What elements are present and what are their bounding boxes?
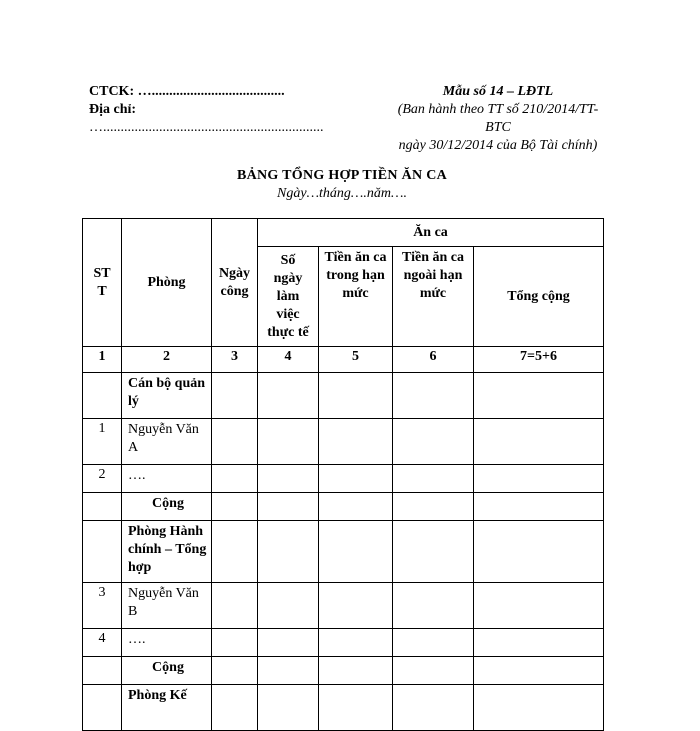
row-stt [83, 657, 122, 685]
empty-cell [258, 521, 319, 583]
col-number: 1 [83, 347, 122, 373]
empty-cell [212, 521, 258, 583]
empty-cell [393, 685, 474, 731]
empty-cell [212, 685, 258, 731]
empty-cell [212, 493, 258, 521]
empty-cell [212, 657, 258, 685]
empty-cell [393, 493, 474, 521]
table-row [83, 521, 604, 583]
row-name: Cộng [122, 657, 212, 685]
row-stt [83, 493, 122, 521]
empty-cell [393, 521, 474, 583]
empty-cell [474, 465, 604, 493]
empty-cell [258, 583, 319, 629]
table-row [83, 657, 604, 685]
row-stt [83, 685, 122, 731]
empty-cell [393, 419, 474, 465]
table-row [83, 373, 604, 419]
row-stt [83, 521, 122, 583]
issued-line-3: ngày 30/12/2014 của Bộ Tài chính) [398, 138, 598, 153]
company-line: CTCK: …...................................... [89, 84, 285, 99]
table-row [83, 419, 604, 465]
empty-cell [474, 373, 604, 419]
table-row [83, 629, 604, 657]
empty-cell [474, 419, 604, 465]
empty-cell [212, 373, 258, 419]
row-stt: 2 [83, 465, 122, 493]
row-name: Phòng Hành chính – Tổng hợp [122, 521, 212, 583]
empty-cell [319, 493, 393, 521]
row-stt [83, 373, 122, 419]
header-trong-han-muc: Tiền ăn ca trong hạn mức [319, 247, 393, 347]
empty-cell [258, 685, 319, 731]
row-name: …. [122, 629, 212, 657]
address-label: Địa chỉ: [89, 102, 137, 117]
col-number: 7=5+6 [474, 347, 604, 373]
address-dots: …............................................................... [89, 120, 324, 135]
empty-cell [319, 373, 393, 419]
header-an-ca: Ăn ca [258, 219, 604, 247]
row-stt: 1 [83, 419, 122, 465]
empty-cell [258, 373, 319, 419]
table-row [83, 583, 604, 629]
empty-cell [258, 493, 319, 521]
header-ngay-cong: Ngày công [212, 219, 258, 347]
empty-cell [393, 583, 474, 629]
form-header [380, 83, 616, 155]
issued-line-2: BTC [485, 120, 511, 135]
table-row [83, 465, 604, 493]
empty-cell [319, 419, 393, 465]
table-row [83, 685, 604, 731]
empty-cell [474, 493, 604, 521]
empty-cell [258, 657, 319, 685]
row-name: Nguyễn Văn B [122, 583, 212, 629]
row-name: Cộng [122, 493, 212, 521]
empty-cell [212, 629, 258, 657]
column-number-row [83, 347, 604, 373]
header-phong: Phòng [122, 219, 212, 347]
empty-cell [212, 583, 258, 629]
empty-cell [258, 419, 319, 465]
empty-cell [319, 685, 393, 731]
document-title: BẢNG TỔNG HỢP TIỀN ĂN CA [236, 168, 448, 183]
empty-cell [319, 657, 393, 685]
col-number: 5 [319, 347, 393, 373]
empty-cell [474, 629, 604, 657]
empty-cell [474, 583, 604, 629]
issued-line-1: (Ban hành theo TT số 210/2014/TT- [397, 102, 599, 117]
table-row [83, 493, 604, 521]
empty-cell [212, 465, 258, 493]
row-name: Cán bộ quản lý [122, 373, 212, 419]
header-so-ngay: Số ngày làm việc thực tế [258, 247, 319, 347]
form-number: Mẫu số 14 – LĐTL [442, 84, 554, 99]
document-date: Ngày…tháng….năm…. [277, 186, 407, 201]
row-name: Nguyễn Văn A [122, 419, 212, 465]
empty-cell [319, 629, 393, 657]
empty-cell [258, 465, 319, 493]
row-stt: 4 [83, 629, 122, 657]
header-ngoai-han-muc: Tiền ăn ca ngoài hạn mức [393, 247, 474, 347]
meal-allowance-table [82, 218, 604, 731]
empty-cell [474, 521, 604, 583]
empty-cell [212, 419, 258, 465]
col-number: 2 [122, 347, 212, 373]
empty-cell [393, 465, 474, 493]
row-stt: 3 [83, 583, 122, 629]
empty-cell [474, 685, 604, 731]
col-number: 3 [212, 347, 258, 373]
company-header [89, 83, 359, 137]
header-tong-cong: Tổng cộng [474, 247, 604, 347]
empty-cell [319, 583, 393, 629]
empty-cell [258, 629, 319, 657]
col-number: 4 [258, 347, 319, 373]
empty-cell [393, 629, 474, 657]
empty-cell [474, 657, 604, 685]
empty-cell [319, 465, 393, 493]
empty-cell [393, 373, 474, 419]
row-name: Phòng Kế [122, 685, 212, 731]
empty-cell [393, 657, 474, 685]
empty-cell [319, 521, 393, 583]
header-stt: STT [83, 219, 122, 347]
col-number: 6 [393, 347, 474, 373]
row-name: …. [122, 465, 212, 493]
